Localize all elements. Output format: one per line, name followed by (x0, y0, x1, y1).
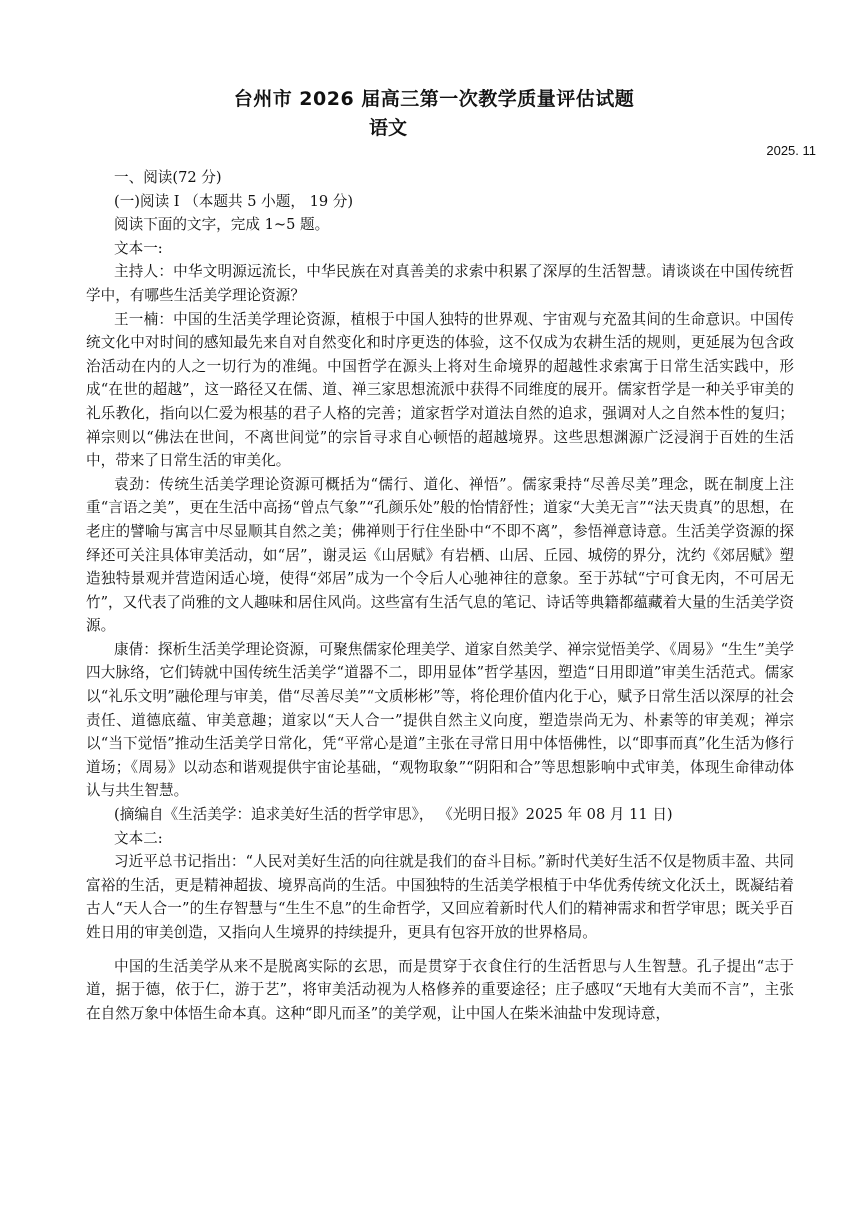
text2-label: 文本二: (114, 829, 163, 847)
paragraph-yuan: 袁劲：传统生活美学理论资源可概括为“儒行、道化、禅悟”。儒家秉持“尽善尽美”理念，既在制度上注重“言语之美”，更在生活中高扬“曾点气象”“孔颜乐处”般的怡情舒性；道家“大美无言”“法天贵真”的思想，在老庄的譬喻与寓言中尽显顺其自然之美；佛禅则于行住坐卧中“不即不离”，参悟禅意诗意。生活美学资源的探绎还可关注具体审美活动，如“居”，谢灵运《山居赋》有岩栖、山居、丘园、城傍的界分，沈约《郊居赋》塑造独特景观并营造闲适心境，使得“郊居”成为一个令后人心驰神往的意象。至于苏轼“宁可食无肉，不可居无竹”，又代表了尚雅的文人趣味和居住风尚。这些富有生活气息的笔记、诗话等典籍都蕴藏着大量的生活美学资源。 (86, 475, 794, 635)
paragraph-text2-b: 中国的生活美学从来不是脱离实际的玄思，而是贯穿于衣食住行的生活哲思与人生智慧。孔子提出“志于道，据于德，依于仁，游于艺”，将审美活动视为人格修养的重要途径；庄子感叹“天地有大美而不言”，主张在自然万象中体悟生命本真。这种“即凡而圣”的美学观，让中国人在柴米油盐中发现诗意， (86, 957, 794, 1022)
instruction: 阅读下面的文字，完成 1~5 题。 (114, 216, 330, 234)
paragraph-text2-a: 习近平总书记指出：“人民对美好生活的向往就是我们的奋斗目标。”新时代美好生活不仅是物质丰盈、共同富裕的生活，更是精神超拔、境界高尚的生活。中国独特的生活美学根植于中华优秀传统文化沃土，既凝结着古人“天人合一”的生存智慧与“生生不息”的生命哲学，又回应着新时代人们的精神需求和哲学审思；既关乎百姓日用的审美创造，又指向人生境界的持续提升，更具有包容开放的世界格局。 (86, 853, 794, 941)
exam-date: 2025. 11 (766, 143, 816, 158)
exam-subject: 语文 (369, 117, 408, 139)
paragraph-kang: 康倩：探析生活美学理论资源，可聚焦儒家伦理美学、道家自然美学、禅宗觉悟美学、《周易》“生生”美学四大脉络，它们铸就中国传统生活美学“道器不二，即用显体”哲学基因，塑造“日用即道”审美生活范式。儒家以“礼乐文明”融伦理与审美，借“尽善尽美”“文质彬彬”等，将伦理价值内化于心，赋予日常生活以深厚的社会责任、道德底蕴、审美意趣；道家以“天人合一”提供自然主义向度，塑造崇尚无为、朴素等的审美观；禅宗以“当下觉悟”推动生活美学日常化，凭“平常心是道”主张在寻常日用中体悟佛性，以“即事而真”化生活为修行道场；《周易》以动态和谐观提供宇宙论基础，“观物取象”“阴阳和合”等思想影响中式审美，体现生命律动体认与共生智慧。 (86, 640, 794, 800)
exam-body (86, 166, 794, 1025)
paragraph-wang: 王一楠：中国的生活美学理论资源，植根于中国人独特的世界观、宇宙观与充盈其间的生命意识。中国传统文化中对时间的感知最先来自对自然变化和时序更迭的体验，这不仅成为农耕生活的规则，更延展为包含政治活动在内的人之一切行为的准绳。中国哲学在源头上将对生命境界的超越性求索寓于日常生活实践中，形成“在世的超越”，这一路径又在儒、道、禅三家思想流派中获得不同维度的展开。儒家哲学是一种关乎审美的礼乐教化，指向以仁爱为根基的君子人格的完善；道家哲学对道法自然的追求，强调对人之自然本性的复归；禅宗则以“佛法在世间，不离世间觉”的宗旨寻求自心顿悟的超越境界。这些思想渊源广泛浸润于百姓的生活中，带来了日常生活的审美化。 (86, 310, 794, 470)
text1-label: 文本一: (114, 239, 163, 257)
exam-title: 台州市 2026 届高三第一次教学质量评估试题 (233, 88, 635, 110)
section-heading: 一、阅读(72 分) (114, 169, 222, 186)
subsection-heading: (一)阅读 I （本题共 5 小题， 19 分) (114, 192, 354, 210)
source-citation: (摘编自《生活美学：追求美好生活的哲学审思》， 《光明日报》2025 年 08 月 11 日) (114, 806, 673, 824)
paragraph-host: 主持人：中华文明源远流长，中华民族在对真善美的求索中积累了深厚的生活智慧。请谈谈在中国传统哲学中，有哪些生活美学理论资源？ (86, 263, 794, 304)
